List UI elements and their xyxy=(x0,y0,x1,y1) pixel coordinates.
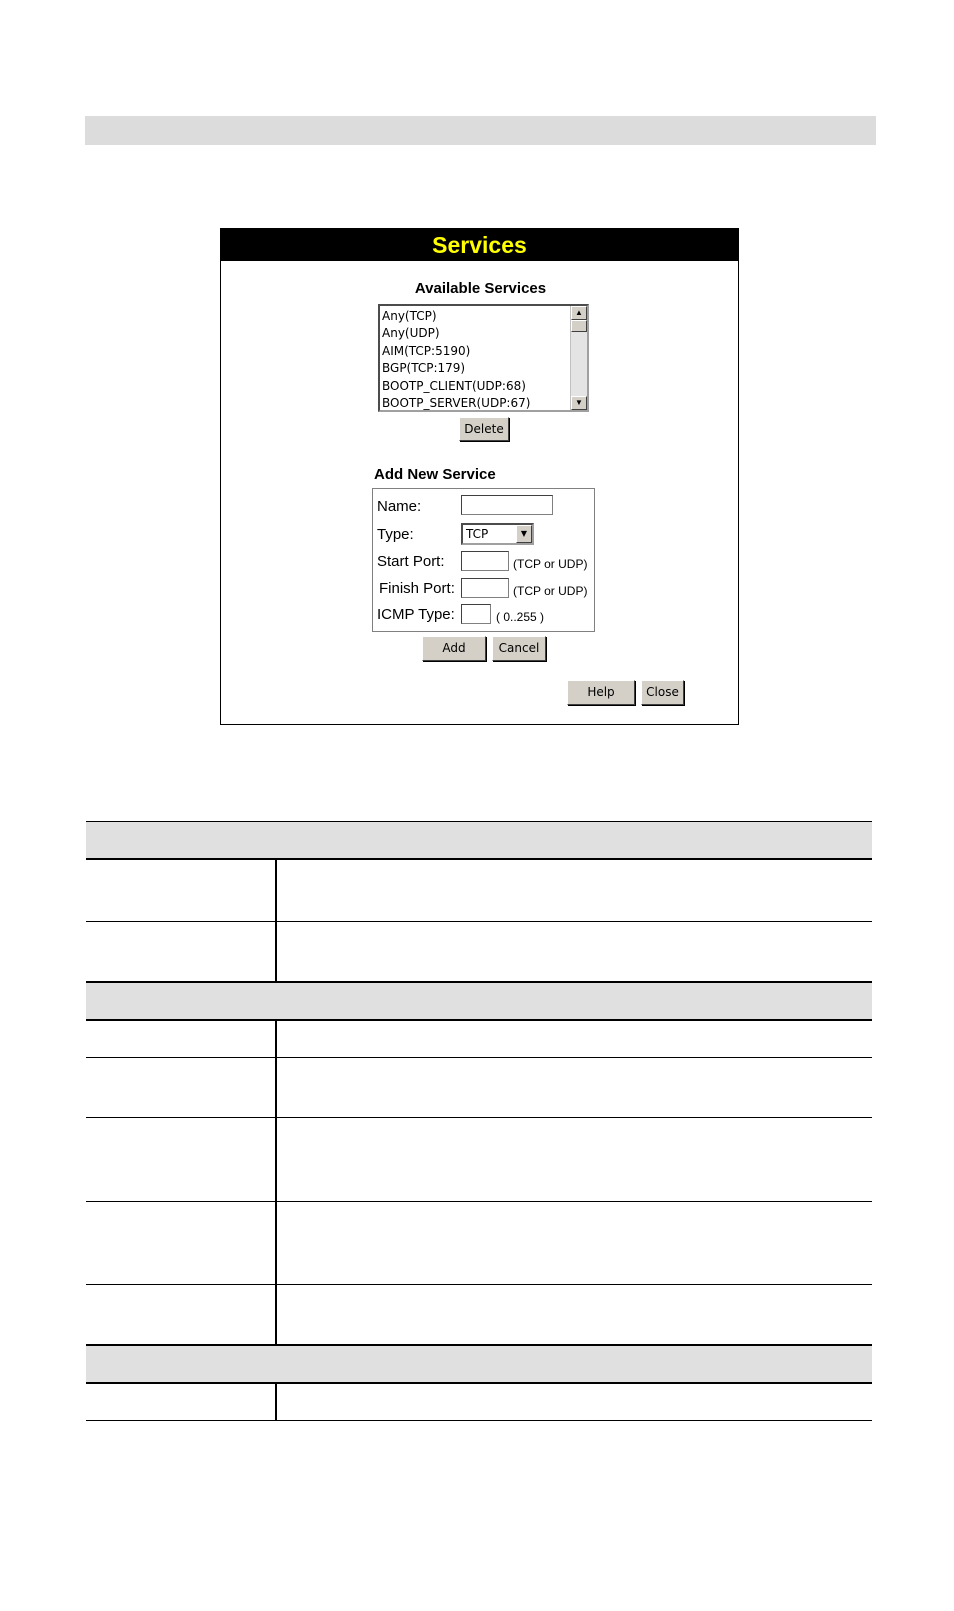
table-row xyxy=(86,860,872,922)
add-button[interactable]: Add xyxy=(422,636,486,661)
icmp-type-label: ICMP Type: xyxy=(377,606,455,623)
column-divider xyxy=(275,1384,277,1420)
type-label: Type: xyxy=(377,526,414,543)
start-port-label: Start Port: xyxy=(377,553,445,570)
chevron-down-icon[interactable]: ▼ xyxy=(516,525,532,543)
scroll-down-icon[interactable]: ▼ xyxy=(571,396,587,410)
table-group-row xyxy=(86,821,872,860)
table-row xyxy=(86,1021,872,1058)
list-item[interactable]: BOOTP_SERVER(UDP:67) xyxy=(382,395,531,410)
table-row xyxy=(86,1202,872,1285)
icmp-type-note: ( 0..255 ) xyxy=(496,610,545,624)
table-group-row xyxy=(86,1345,872,1384)
table-row xyxy=(86,1118,872,1202)
column-divider xyxy=(275,1202,277,1284)
list-item[interactable]: Any(TCP) xyxy=(382,309,437,323)
column-divider xyxy=(275,1058,277,1117)
list-item[interactable]: AIM(TCP:5190) xyxy=(382,343,471,358)
finish-port-label: Finish Port: xyxy=(379,580,455,597)
list-item[interactable]: BGP(TCP:179) xyxy=(382,361,466,376)
finish-port-note: (TCP or UDP) xyxy=(513,584,588,598)
name-label: Name: xyxy=(377,498,422,515)
page-header-bar xyxy=(85,116,876,145)
finish-port-input[interactable] xyxy=(461,578,509,598)
available-services-label: Available Services xyxy=(414,280,547,297)
services-dialog xyxy=(220,228,739,725)
start-port-input[interactable] xyxy=(461,551,509,571)
delete-button[interactable]: Delete xyxy=(459,417,509,441)
column-divider xyxy=(275,1021,277,1057)
scroll-thumb[interactable] xyxy=(571,320,587,332)
start-port-note: (TCP or UDP) xyxy=(513,557,588,571)
help-button[interactable]: Help xyxy=(567,680,635,705)
column-divider xyxy=(275,922,277,981)
cancel-button[interactable]: Cancel xyxy=(492,636,546,661)
column-divider xyxy=(275,1285,277,1344)
list-item[interactable]: BOOTP_CLIENT(UDP:68) xyxy=(382,378,526,393)
table-group-row xyxy=(86,982,872,1021)
icmp-type-input[interactable] xyxy=(461,604,491,624)
dialog-title: Services xyxy=(221,229,738,261)
name-input[interactable] xyxy=(461,495,553,515)
list-item[interactable]: Any(UDP) xyxy=(382,326,440,341)
close-button[interactable]: Close xyxy=(641,680,684,705)
scroll-up-icon[interactable]: ▲ xyxy=(571,306,587,320)
add-service-form xyxy=(372,488,595,632)
service-list xyxy=(382,308,569,412)
type-select-value: TCP xyxy=(466,527,489,541)
column-divider xyxy=(275,860,277,921)
table-row xyxy=(86,1384,872,1421)
add-new-service-label: Add New Service xyxy=(374,466,496,483)
table-row xyxy=(86,1058,872,1118)
column-divider xyxy=(275,1118,277,1201)
available-services-listbox[interactable] xyxy=(378,304,589,412)
table-row xyxy=(86,1285,872,1345)
table-row xyxy=(86,922,872,982)
type-select[interactable] xyxy=(461,523,534,545)
list-scrollbar[interactable] xyxy=(570,306,587,410)
